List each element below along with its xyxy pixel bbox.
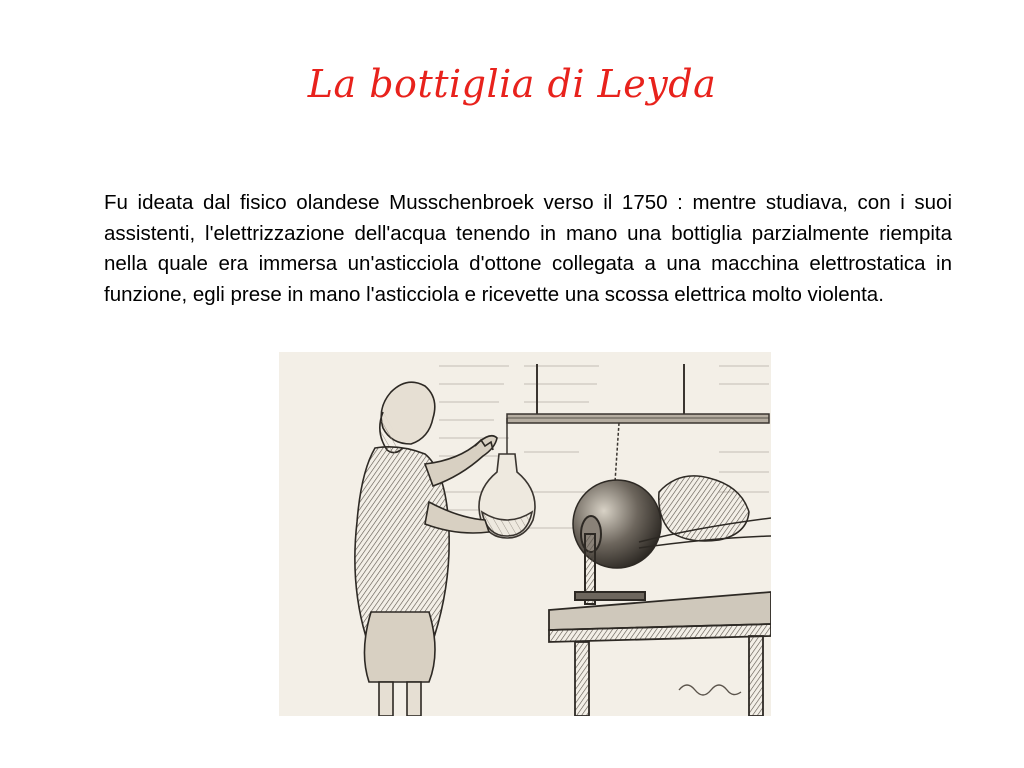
leyden-jar-engraving (279, 352, 771, 716)
slide-paragraph: Fu ideata dal fisico olandese Musschenbroek verso il 1750 : mentre studiava, con i suoi assistenti, l'elettrizzazione dell'acqua tenendo in mano una bottiglia parzialmente riempita nella quale era immersa un'asticciola d'ottone collegata a una macchina elettrostatica in funzione, egli prese in mano l'asticciola e ricevette una scossa elettrica molto violenta. (104, 191, 952, 306)
engraver-signature-mark (679, 685, 741, 695)
slide-title: La bottiglia di Leyda (307, 62, 717, 106)
table (549, 592, 771, 716)
suspension-rod (507, 364, 769, 482)
engraving-illustration (279, 352, 771, 716)
experimenter-figure (355, 382, 497, 716)
